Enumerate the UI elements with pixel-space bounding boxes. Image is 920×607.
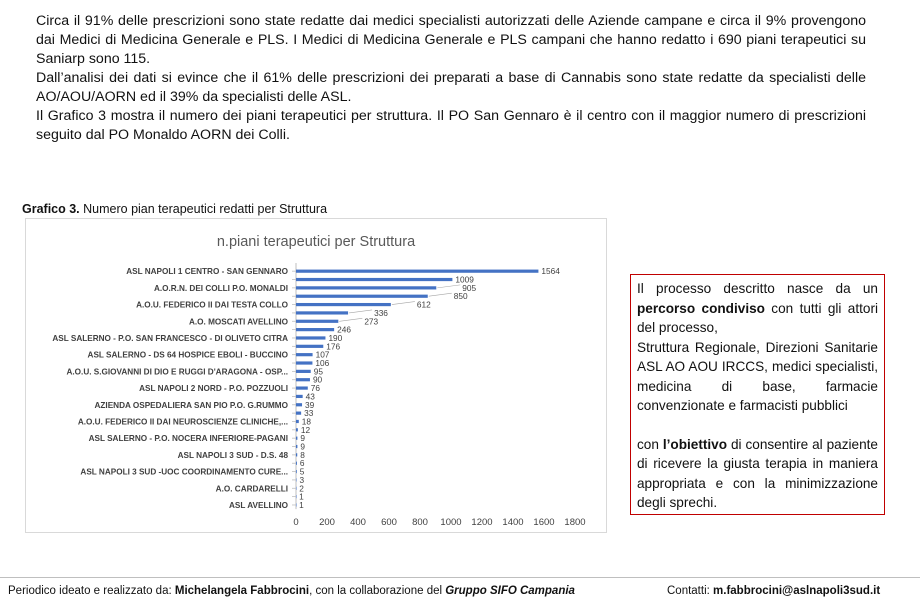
category-label: ASL NAPOLI 1 CENTRO - SAN GENNARO: [126, 267, 288, 277]
info-text: con tutti gli attori del processo,: [637, 300, 878, 335]
data-label: 2: [299, 483, 304, 494]
data-label: 12: [300, 424, 311, 435]
bar: [296, 395, 303, 398]
data-label: 107: [315, 349, 330, 360]
intro-paragraph-1: Circa il 91% delle prescrizioni sono state redatte dai medici specialisti autorizzati delle Aziende campane e circa il 9% provengono dai Medici di Medicina Generale e PLS. I Medici di Medicina Generale e PLS campani che hanno redatto i 690 piani terapeutici su Saniarp sono 115.: [36, 13, 866, 67]
bar: [296, 345, 323, 348]
data-label-leader: [339, 318, 362, 321]
bar: [296, 412, 301, 415]
data-label-leader: [392, 302, 415, 305]
bar: [296, 503, 297, 506]
info-paragraph-2: Struttura Regionale, Direzioni Sanitarie ASL AO AOU IRCCS, medici specialisti, medicina di base, farmacie convenzionate e farmacisti pubblici: [637, 339, 878, 413]
footer-credits: [8, 585, 575, 597]
data-label: 106: [315, 358, 330, 369]
info-box: [630, 274, 885, 515]
footer-author: Michelangela Fabbrocini: [174, 585, 310, 597]
category-label: ASL SALERNO - P.O. SAN FRANCESCO - DI OLIVETO CITRA: [52, 333, 288, 343]
x-tick-label: 400: [350, 517, 366, 528]
bar: [296, 278, 452, 281]
contact-email[interactable]: m.fabbrocini@aslnapoli3sud.it: [713, 585, 881, 597]
category-label: ASL SALERNO - P.O. NOCERA INFERIORE-PAGANI: [88, 434, 288, 444]
bar: [296, 403, 302, 406]
bar: [296, 295, 428, 298]
x-tick-label: 1600: [533, 517, 555, 528]
x-tick-label: 1800: [564, 517, 586, 528]
data-label: 176: [326, 341, 341, 352]
bar: [296, 286, 436, 289]
data-label: 1009: [455, 274, 474, 285]
data-label: 5: [299, 466, 305, 477]
category-label: ASL NAPOLI 3 SUD -UOC COORDINAMENTO CURE...: [80, 467, 288, 477]
chart-caption: [22, 202, 327, 216]
x-tick-label: 200: [319, 517, 335, 528]
info-emphasis: percorso condiviso: [637, 300, 765, 316]
data-label-leader: [437, 285, 460, 288]
category-label: ASL AVELLINO: [229, 500, 288, 510]
data-label: 336: [374, 307, 388, 318]
x-tick-label: 1000: [440, 517, 462, 528]
chart-caption-text: Numero pian terapeutici redatti per Struttura: [79, 202, 328, 216]
data-label: 3: [299, 474, 305, 485]
bar: [296, 336, 325, 339]
bar: [296, 437, 297, 440]
bar: [296, 462, 297, 465]
bar: [296, 428, 298, 431]
data-label: 90: [312, 374, 323, 385]
data-label-leader: [429, 293, 452, 296]
bar: [296, 495, 297, 498]
data-label: 18: [301, 416, 312, 427]
footer-divider: [0, 577, 920, 578]
data-label: 1: [299, 499, 304, 510]
x-tick-label: 0: [293, 517, 299, 528]
category-label: A.O.R.N. DEI COLLI P.O. MONALDI: [153, 283, 288, 293]
info-text: Il processo descritto nasce da un: [637, 281, 878, 296]
category-label: A.O.U. FEDERICO II DAI NEUROSCIENZE CLINICHE,...: [77, 417, 288, 427]
data-label: 190: [328, 332, 343, 343]
bar: [296, 420, 299, 423]
category-label: ASL SALERNO - DS 64 HOSPICE EBOLI - BUCCINO: [87, 350, 288, 360]
category-label: AZIENDA OSPEDALIERA SAN PIO P.O. G.RUMMO: [94, 400, 288, 410]
data-label: 95: [313, 366, 323, 377]
bar: [296, 270, 538, 273]
category-label: ASL NAPOLI 2 NORD - P.O. POZZUOLI: [139, 384, 288, 394]
data-label-leader: [349, 310, 372, 313]
bar-chart: [26, 219, 606, 532]
data-label: 43: [305, 391, 315, 402]
data-label: 905: [462, 282, 477, 293]
info-paragraph-3: [637, 435, 878, 513]
x-tick-label: 1200: [471, 517, 493, 528]
bar: [296, 370, 311, 373]
bar: [296, 487, 297, 490]
intro-paragraph-2: Dall’analisi dei dati si evince che il 61% delle prescrizioni dei preparati a base di Cannabis sono state redatte da specialisti delle AO/AOU/AORN ed il 39% da specialisti delle ASL.: [36, 70, 866, 105]
bar: [296, 303, 391, 306]
chart-container: [25, 218, 607, 533]
info-text: di consentire al paziente di ricevere la giusta terapia in maniera appropriata e con la minimizzazione degli sprechi.: [637, 436, 878, 510]
footer-group: Gruppo SIFO Campania: [445, 585, 575, 597]
data-label: 1564: [541, 266, 560, 277]
bar: [296, 386, 308, 389]
category-label: A.O. MOSCATI AVELLINO: [188, 317, 288, 327]
bar: [296, 478, 297, 481]
data-label: 39: [305, 399, 315, 410]
intro-text: [36, 12, 866, 145]
bar: [296, 320, 338, 323]
category-label: ASL NAPOLI 3 SUD - D.S. 48: [177, 450, 288, 460]
bar: [296, 445, 297, 448]
info-paragraph-1: [637, 279, 878, 338]
data-label: 246: [337, 324, 351, 335]
x-tick-label: 800: [412, 517, 428, 528]
data-label: 273: [364, 316, 379, 327]
data-label: 6: [299, 458, 305, 469]
bar: [296, 311, 348, 314]
data-label: 33: [304, 408, 314, 419]
footer-contacts: [667, 585, 880, 597]
bar: [296, 378, 310, 381]
bar: [296, 470, 297, 473]
footer-text: Contatti:: [667, 585, 714, 597]
x-tick-label: 1400: [502, 517, 524, 528]
footer-text: Periodico ideato e realizzato da:: [8, 585, 175, 597]
x-tick-label: 600: [381, 517, 397, 528]
chart-caption-label: Grafico 3.: [22, 202, 80, 216]
bar: [296, 328, 334, 331]
data-label: 850: [453, 291, 468, 302]
data-label: 9: [300, 441, 306, 452]
data-label: 8: [300, 449, 305, 460]
data-label: 9: [300, 433, 306, 444]
data-label: 76: [310, 383, 321, 394]
bar: [296, 361, 312, 364]
data-label: 1: [299, 491, 304, 502]
bar: [296, 453, 297, 456]
category-label: A.O.U. FEDERICO II DAI TESTA COLLO: [136, 300, 288, 310]
intro-paragraph-3: Il Grafico 3 mostra il numero dei piani terapeutici per struttura. Il PO San Gennaro è il centro con il maggior numero di prescrizioni seguito dal PO Monaldo AORN dei Colli.: [36, 108, 866, 143]
info-emphasis: l’obiettivo: [662, 436, 728, 452]
footer-text: , con la collaborazione del: [309, 585, 446, 597]
category-label: A.O.U. S.GIOVANNI DI DIO E RUGGI D'ARAGONA - OSP...: [66, 367, 288, 377]
data-label: 612: [416, 299, 431, 310]
category-label: A.O. CARDARELLI: [215, 484, 288, 494]
chart-title: n.piani terapeutici per Struttura: [216, 234, 416, 250]
info-text: con: [637, 436, 663, 452]
bar: [296, 353, 313, 356]
